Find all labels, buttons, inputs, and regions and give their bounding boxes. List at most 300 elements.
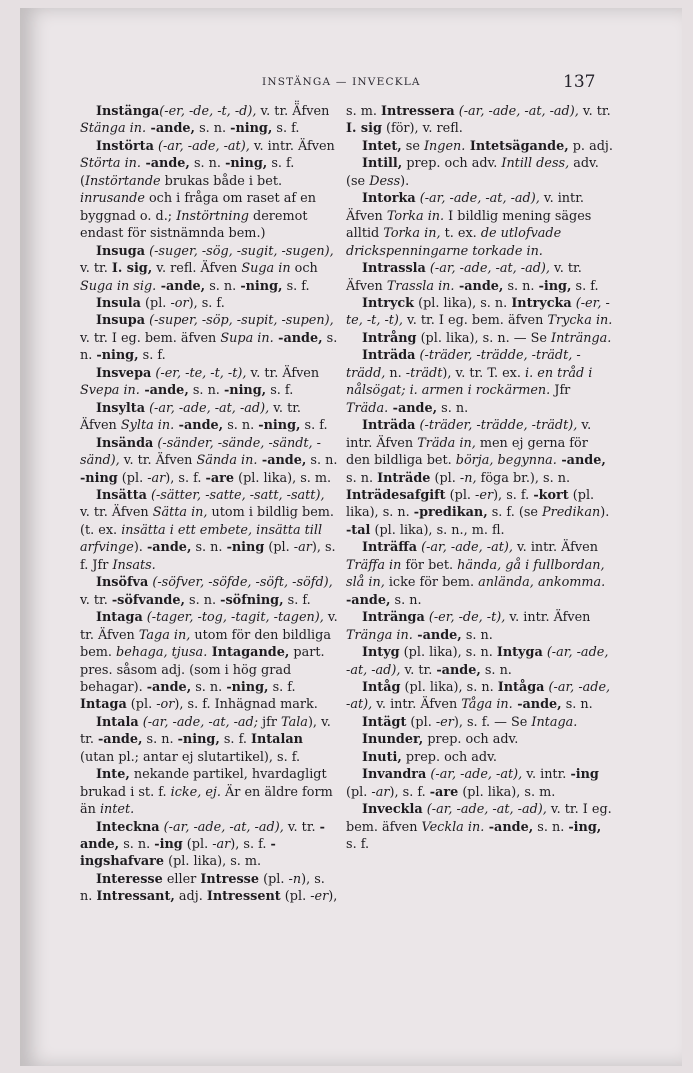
dictionary-entry <box>80 871 338 906</box>
entry-text: (pl. <box>182 837 213 853</box>
entry-text: (pl. <box>259 871 289 887</box>
entry-text: s. f. <box>138 348 166 364</box>
italic-text: -trädt <box>405 365 443 381</box>
headword: -ande, <box>346 592 391 608</box>
headword: -ande, <box>156 278 206 294</box>
italic-text: -ar <box>147 470 166 486</box>
italic-text: -ar <box>371 784 390 800</box>
entry-text: föga br.), s. n. <box>476 470 571 486</box>
headword: Inträffa <box>362 540 418 556</box>
italic-text: Sända in. <box>196 453 258 469</box>
entry-text: s. n. <box>480 662 512 678</box>
italic-text: Suga in <box>241 261 291 277</box>
dictionary-entry <box>80 609 338 714</box>
entry-text: ), s. f. Inhägnad mark. <box>174 697 318 713</box>
entry-text: p. adj. <box>568 138 613 154</box>
entry-text: s. n. <box>191 679 227 695</box>
italic-text: (-er, -te, -t, -t), <box>151 365 247 381</box>
dictionary-entry <box>346 347 614 417</box>
entry-text: part. pres. såsom adj. (som i hög grad behagar). <box>80 645 325 695</box>
entry-text: I bildlig mening säges alltid <box>346 208 592 242</box>
entry-text: v. tr. <box>80 592 112 608</box>
entry-text: (pl. lika), s. n. <box>400 679 498 695</box>
dictionary-entry <box>346 679 614 714</box>
italic-text: (-ar, -ade, -at, -ad), <box>422 802 547 818</box>
headword: I. sig <box>346 121 382 137</box>
italic-text: anlända, ankomma. <box>478 575 606 591</box>
headword: I. sig, <box>111 261 153 277</box>
entry-text: v. intr. Äfven <box>372 697 462 713</box>
entry-text: s. n. <box>195 121 231 137</box>
italic-text: (-ar, -ade, -at, -ad), <box>159 819 284 835</box>
headword: -ande, <box>146 679 192 695</box>
italic-text: Intill dess, <box>501 156 570 172</box>
italic-text: Störta in. <box>80 156 141 172</box>
dictionary-entry <box>80 766 338 818</box>
italic-text: (-tager, -tog, -tagit, -tagen), <box>142 610 324 626</box>
italic-text: (-super, -söp, -supit, -supen), <box>145 313 334 329</box>
entry-text: s. n. <box>184 592 221 608</box>
entry-text: och <box>290 261 318 277</box>
italic-text: (-ar, -ade, -at), <box>417 540 513 556</box>
headword: Inteckna <box>96 819 160 835</box>
entry-text: s. m. <box>346 104 381 119</box>
headword: Intresse <box>200 871 260 887</box>
dictionary-entry <box>346 155 614 190</box>
headword: Intagande, <box>207 645 290 661</box>
entry-text: v. intr. Äfven <box>346 418 592 451</box>
dictionary-entry <box>80 819 338 871</box>
entry-text: n. <box>385 365 406 381</box>
headword: Intaga <box>80 697 127 713</box>
headword: Insula <box>96 295 141 311</box>
entry-text: s. f. ( <box>80 156 295 189</box>
entry-text: prep. och adv. <box>402 156 502 172</box>
entry-text: utom för den bildliga bem. <box>80 627 331 661</box>
headword: -ning, <box>240 278 283 294</box>
entry-text: s. n. <box>189 156 226 172</box>
headword: Inträda <box>362 348 416 364</box>
entry-text: s. f. <box>268 679 296 695</box>
headword: -kort <box>533 487 569 503</box>
headword: Intryck <box>362 295 415 311</box>
italic-text: -ar <box>293 540 312 556</box>
italic-text: (-sätter, -satte, -satt, -satt), <box>146 487 325 503</box>
headword: Intaga <box>96 610 143 626</box>
entry-text: v. tr. Äfven <box>119 453 197 469</box>
italic-text: Taga in, <box>138 627 191 643</box>
entry-text: (pl. lika), s. n. <box>414 295 512 311</box>
entry-text: ), s. f. <box>493 487 534 503</box>
headword: Insätta <box>96 487 147 503</box>
dictionary-entry <box>346 609 614 644</box>
entry-text: ), v. tr. <box>80 714 331 748</box>
italic-text: (-söfver, -söfde, -söft, -söfd), <box>148 575 333 591</box>
italic-text: (-ar, -ade, -at), <box>346 679 611 713</box>
headword: -ande, <box>512 697 562 713</box>
entry-text: prep. och adv. <box>423 732 519 748</box>
entry-text: (pl. <box>140 295 171 311</box>
entry-text: v. tr. Äfven <box>80 505 153 521</box>
italic-text: (-ar, -ade, -at), <box>426 767 523 783</box>
headword: Intill, <box>362 156 403 172</box>
headword: Inte, <box>96 767 130 783</box>
headword: -ande, <box>388 400 438 416</box>
entry-text: v. tr. <box>578 104 611 119</box>
entry-text: ), s. f. <box>165 470 206 486</box>
italic-text: Torka in. <box>386 208 445 224</box>
entry-text: (pl. <box>430 470 460 486</box>
entry-text: (pl. lika), s. n. <box>346 487 595 521</box>
entry-text: ), s. f. Jfr <box>80 540 336 573</box>
entry-text: ). <box>400 173 410 189</box>
headword: Intrassla <box>362 261 426 277</box>
italic-text: Sylta in. <box>120 418 175 434</box>
dictionary-entry <box>80 103 338 138</box>
headword: Intorka <box>362 191 416 207</box>
entry-text: jfr <box>258 714 282 730</box>
entry-text: ), s. f. <box>230 837 271 853</box>
headword: -ande, <box>139 383 189 399</box>
entry-text: eller <box>162 871 201 887</box>
entry-text: v. tr. Ä̈fven <box>256 104 330 119</box>
italic-text: Tåga in. <box>461 697 513 713</box>
dictionary-entry <box>80 714 338 766</box>
headword: -ing <box>154 837 183 853</box>
italic-text: insätta i ett embete, insätta till arfvinge <box>80 522 323 556</box>
dictionary-entry <box>346 190 614 260</box>
dictionary-entry <box>80 243 338 295</box>
entry-text: ), <box>328 889 338 905</box>
entry-text: s. f. <box>283 592 311 608</box>
dictionary-entry <box>80 574 338 609</box>
italic-text: Supa in. <box>220 330 274 346</box>
headword: -ande, <box>436 662 481 678</box>
page-header <box>0 72 693 92</box>
entry-text: nekande partikel, hvardagligt brukad i st. f. <box>80 767 327 800</box>
dictionary-entry <box>80 435 338 487</box>
entry-text: s. n. <box>191 540 227 556</box>
italic-text: (-ar, -ade, -at, -ad), <box>454 104 579 119</box>
italic-text: Predikan <box>542 505 601 521</box>
italic-text: intet. <box>99 802 135 818</box>
headword: Invandra <box>362 767 427 783</box>
headword: Inträda <box>362 418 416 434</box>
dictionary-entry <box>346 417 614 539</box>
italic-text: de utlofvade drickspenningarne torkade in. <box>346 226 562 259</box>
entry-text: Är en äldre form än <box>80 784 333 818</box>
entry-text: v. tr. Äfven <box>80 400 301 434</box>
headword: -ande, <box>174 418 224 434</box>
italic-text: (-er, -de, -t, -d), <box>159 104 257 119</box>
headword: Intägt <box>362 714 407 730</box>
headword: Inunder, <box>362 732 424 748</box>
entry-text: v. tr. <box>400 662 437 678</box>
italic-text: Träffa in <box>346 557 402 573</box>
dictionary-entry <box>80 400 338 435</box>
headword: Intressera <box>380 104 455 119</box>
headword: Insvepa <box>96 365 152 381</box>
italic-text: Ingen. <box>424 138 466 154</box>
dictionary-entry <box>346 714 614 731</box>
entry-text: v. tr. I eg. bem. äfven <box>346 802 612 835</box>
entry-text: och i fråga om raset af en byggnad o. d.; <box>80 191 316 224</box>
entry-text: (pl. <box>126 697 157 713</box>
dictionary-entry <box>346 539 614 609</box>
headword: -ning, <box>223 383 267 399</box>
headword: -ning, <box>96 348 139 364</box>
headword: -ning, <box>226 679 269 695</box>
headword: Inuti, <box>362 749 402 765</box>
dictionary-entry <box>346 330 614 347</box>
headword: Inveckla <box>362 802 423 818</box>
dictionary-entry <box>346 801 614 853</box>
entry-text: s. n. <box>346 470 378 486</box>
headword: -ning <box>226 540 265 556</box>
entry-text: s. n. <box>437 400 469 416</box>
entry-text: (pl. lika), s. m. <box>234 470 332 486</box>
dictionary-entry <box>80 365 338 400</box>
entry-text: s. n. <box>188 383 224 399</box>
left-column <box>80 103 338 906</box>
page-number: 137 <box>563 72 596 92</box>
headword: -ing, <box>568 819 602 835</box>
headword: -ning, <box>177 732 220 748</box>
italic-text: Sätta in, <box>152 505 208 521</box>
italic-text: Tränga in. <box>346 627 413 643</box>
headword: -söfning, <box>220 592 284 608</box>
headword: Intåga <box>497 679 545 695</box>
italic-text: -or <box>170 295 189 311</box>
headword: -ande, <box>146 121 195 137</box>
dictionary-entry <box>80 138 338 243</box>
italic-text: (-ar, -ade, -at, -ad), <box>415 191 540 207</box>
entry-text: v. intr. Äfven <box>249 138 335 154</box>
headword: -ande, <box>146 540 192 556</box>
dictionary-entry <box>80 487 338 574</box>
entry-text: v. intr. Äfven <box>505 610 591 626</box>
italic-text: (-sänder, -sände, -sändt, -sänd), <box>80 435 321 469</box>
entry-text: v. tr. Äfven <box>246 365 320 381</box>
entry-text: s. n. <box>80 330 338 364</box>
headword: -ande, <box>80 819 325 853</box>
italic-text: Torka in, <box>383 226 441 242</box>
entry-text: deremot endast för sistnämnda bem.) <box>80 208 308 242</box>
italic-text: Trassla in. <box>386 278 455 294</box>
entry-text: v. tr. Äfven <box>346 261 582 294</box>
italic-text: (-suger, -sög, -sugit, -sugen), <box>145 243 334 259</box>
dictionary-entry <box>346 731 614 748</box>
entry-text: v. intr. <box>522 767 571 783</box>
headword: Intetsägande, <box>465 138 569 154</box>
entry-text: s. f. <box>266 383 294 399</box>
headword: Inträde <box>377 470 431 486</box>
entry-text: v. tr. <box>80 261 112 277</box>
entry-text: s. n. <box>533 819 569 835</box>
italic-text: -er <box>310 889 329 905</box>
italic-text: -er <box>435 714 454 730</box>
entry-text: men ej gerna för den bildliga bet. <box>346 435 588 469</box>
dictionary-entry <box>346 644 614 679</box>
headword: -are <box>429 784 459 800</box>
entry-text: (pl. <box>264 540 294 556</box>
entry-text: Jfr <box>550 383 571 399</box>
headword: Intala <box>96 714 139 730</box>
headword: -ning, <box>225 156 268 172</box>
entry-text: för bet. <box>401 557 458 573</box>
headword: Insylta <box>96 400 145 416</box>
headword: Intränga <box>362 610 425 626</box>
headword: -ande, <box>140 156 190 172</box>
headword: Intrycka <box>511 295 572 311</box>
italic-text: -n, <box>459 470 477 486</box>
entry-text: (pl. <box>280 889 311 905</box>
headword: Intet, <box>362 138 402 154</box>
entry-text: icke för bem. <box>384 575 479 591</box>
headword: Instörta <box>96 138 154 154</box>
entry-text: utom i bildlig bem. (t. ex. <box>80 505 334 538</box>
italic-text: -or <box>156 697 175 713</box>
italic-text: Suga in sig. <box>80 278 157 294</box>
entry-text: v. tr. I eg. bem. äfven <box>402 313 548 329</box>
italic-text: Träda in, <box>417 435 476 451</box>
entry-text: (pl. <box>445 487 476 503</box>
headword: Insöfva <box>96 575 149 591</box>
italic-text: (-ar, -ade, -at, -ad), <box>145 400 270 416</box>
entry-text: s. f. <box>571 278 599 294</box>
entry-text: adj. <box>174 889 207 905</box>
entry-text: v. intr. Äfven <box>512 540 598 556</box>
headword: -are <box>205 470 235 486</box>
entry-text: s. n. <box>503 278 539 294</box>
right-column <box>346 103 614 853</box>
italic-text: Stänga in. <box>80 121 147 137</box>
italic-text: icke, ej. <box>170 784 221 800</box>
entry-text: v. tr. I eg. bem. äfven <box>80 330 221 346</box>
entry-text: (pl. lika), s. m. <box>164 854 262 870</box>
dictionary-entry <box>346 138 614 155</box>
headword: Intyg <box>362 645 400 661</box>
entry-text: s. f. <box>272 121 300 137</box>
italic-text: Träda. <box>346 400 389 416</box>
entry-text: s. n. <box>205 278 241 294</box>
entry-text: s. n. <box>142 732 178 748</box>
entry-text: s. f. <box>300 418 328 434</box>
dictionary-entry <box>346 295 614 330</box>
italic-text: (-träder, -trädde, -trädt), <box>415 418 578 434</box>
headword: -predikan, <box>413 505 488 521</box>
entry-text: (pl. <box>406 714 436 730</box>
italic-text: Dess <box>369 173 401 189</box>
headword: -tal <box>346 522 371 538</box>
entry-text: ), s. n. <box>80 871 325 905</box>
entry-text: (utan pl.; antar ej slutartikel), s. f. <box>80 749 301 765</box>
italic-text: Instörtande <box>85 173 161 189</box>
italic-text: Intaga. <box>531 714 578 730</box>
entry-text: s. n. <box>561 697 593 713</box>
headword: Intressant, <box>96 889 175 905</box>
italic-text: Trycka in. <box>547 313 613 329</box>
italic-text: Insats. <box>112 557 156 573</box>
italic-text: -ar <box>212 837 231 853</box>
dictionary-entry <box>346 103 614 138</box>
entry-text: prep. och adv. <box>401 749 497 765</box>
headword: Intåg <box>362 679 401 695</box>
italic-text: Svepa in. <box>80 383 140 399</box>
headword: Intressent <box>206 889 281 905</box>
italic-text: behaga, tjusa. <box>116 645 208 661</box>
italic-text: -er <box>475 487 494 503</box>
entry-text: ), s. f. <box>389 784 430 800</box>
entry-text: (pl. lika), s. n. — Se <box>416 330 552 346</box>
headword: -ande, <box>454 278 504 294</box>
headword: -ande, <box>257 453 307 469</box>
italic-text: inrusande <box>80 191 145 207</box>
entry-text: ), v. tr. T. ex. <box>442 365 526 381</box>
headword: Insupa <box>96 313 146 329</box>
dictionary-entry <box>346 749 614 766</box>
entry-text: (pl. <box>346 784 372 800</box>
entry-text: s. n. <box>461 627 493 643</box>
entry-text: ). <box>133 540 147 556</box>
entry-text: s. f. <box>282 278 310 294</box>
entry-text: v. tr. Äfven <box>80 610 338 643</box>
entry-text: s. f. <box>346 837 370 853</box>
italic-text: Tala <box>281 714 308 730</box>
dictionary-entry <box>346 766 614 801</box>
entry-text: s. n. <box>223 418 259 434</box>
dictionary-entry <box>346 260 614 295</box>
headword: -ande, <box>556 453 606 469</box>
italic-text: -n <box>288 871 302 887</box>
entry-text: ). <box>600 505 610 521</box>
headword: -ande, <box>484 819 534 835</box>
entry-text: s. n. <box>306 453 338 469</box>
headword: -ning <box>80 470 118 486</box>
italic-text: hända, gå i fullbordan, slå in, <box>346 557 605 591</box>
dictionary-entry <box>80 312 338 364</box>
entry-text: s. f. (se <box>487 505 543 521</box>
entry-text: v. intr. Äfven <box>346 191 584 224</box>
headword: Intyga <box>496 645 543 661</box>
headword: -söfvande, <box>111 592 185 608</box>
entry-text: (pl. lika), s. m. <box>458 784 556 800</box>
italic-text: (-ar, -ade, -at), <box>153 138 250 154</box>
headword: -ingshafvare <box>80 837 276 870</box>
headword: Intrång <box>362 330 417 346</box>
running-head: INSTÄNGA — INVECKLA <box>262 76 421 88</box>
italic-text: (-ar, -ade, -at, -ad; <box>138 714 259 730</box>
italic-text: börja, begynna. <box>455 453 557 469</box>
entry-text: (pl. <box>117 470 148 486</box>
headword: -ande, <box>412 627 462 643</box>
headword: -ande, <box>98 732 143 748</box>
headword: -ande, <box>273 330 323 346</box>
entry-text: adv. (se <box>346 156 599 189</box>
entry-text: v. refl. Äfven <box>152 261 242 277</box>
headword: Insuga <box>96 243 146 259</box>
entry-text: t. ex. <box>440 226 481 242</box>
entry-text: ), s. f. — Se <box>453 714 532 730</box>
headword: Intalan <box>250 732 303 748</box>
italic-text: (-ar, -ade, -at, -ad), <box>346 645 609 678</box>
italic-text: Inträngа. <box>551 330 612 346</box>
entry-text: se <box>401 138 424 154</box>
entry-text: brukas både i bet. <box>160 173 283 189</box>
dictionary-entry <box>80 295 338 312</box>
italic-text: (-träder, -trädde, -trädt, -trädd, <box>346 348 581 381</box>
entry-text: s. n. <box>119 837 155 853</box>
